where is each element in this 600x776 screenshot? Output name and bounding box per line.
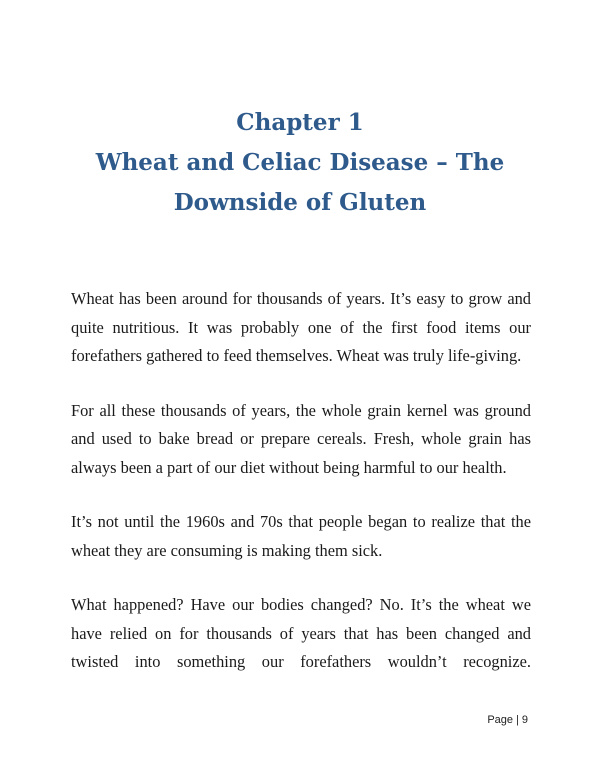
body-text: [71, 285, 531, 703]
page-label: Page: [487, 714, 514, 726]
paragraph-4: What happened? Have our bodies changed? No. It’s the wheat we have relied on for thousands of years that has been changed and twisted into something our forefathers wouldn’t recognize.: [71, 595, 531, 671]
page-number: [487, 714, 528, 726]
chapter-title-line-2: Downside of Gluten: [173, 189, 427, 216]
paragraph-2: For all these thousands of years, the whole grain kernel was ground and used to bake bread or prepare cereals. Fresh, whole grain has always been a part of our diet without being harmful to our health.: [71, 400, 531, 477]
chapter-title-line-1: Wheat and Celiac Disease – The: [95, 149, 505, 176]
page-number-value: 9: [521, 714, 528, 726]
paragraph-3: It’s not until the 1960s and 70s that people began to realize that the wheat they are consuming is making them sick.: [71, 512, 531, 560]
chapter-number: Chapter 1: [236, 109, 364, 136]
chapter-heading: [0, 103, 600, 223]
page-separator: |: [516, 714, 519, 726]
paragraph-1: Wheat has been around for thousands of years. It’s easy to grow and quite nutritious. It was probably one of the first food items our forefathers gathered to feed themselves. Wheat was truly life-giving.: [71, 289, 531, 365]
